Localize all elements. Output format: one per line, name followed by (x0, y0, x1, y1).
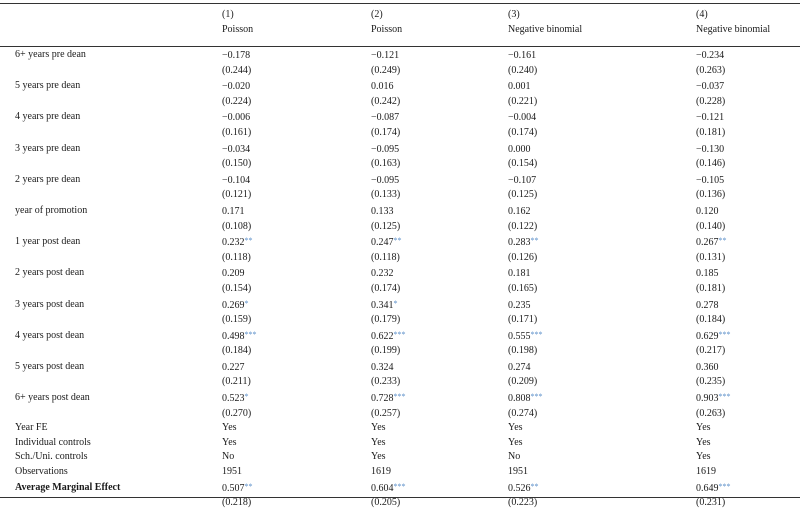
coef-value: 0.001 (508, 81, 531, 93)
std-error: (0.263) (696, 407, 726, 419)
std-error: (0.181) (696, 126, 726, 138)
std-error: (0.198) (508, 345, 538, 357)
se-row (0, 95, 800, 110)
row-label-blank (0, 220, 222, 235)
footer-value: No (508, 451, 521, 463)
coef-value: −0.178 (222, 50, 251, 61)
coef-value: −0.161 (508, 50, 537, 61)
header-spacer (0, 37, 800, 47)
col-number: (3) (508, 9, 520, 20)
significance-stars: *** (718, 329, 731, 339)
row-label: Sch./Uni. controls (15, 451, 88, 463)
coef-cell (222, 265, 371, 282)
std-error: (0.179) (371, 314, 401, 326)
coef-value: −0.105 (696, 174, 725, 186)
coef-cell (696, 172, 800, 189)
footer-value: 1951 (508, 466, 528, 478)
std-error: (0.184) (222, 345, 252, 357)
row-label-blank (0, 64, 222, 79)
coef-value: 0.181 (508, 268, 531, 280)
coef-value: 0.235 (508, 299, 531, 311)
coef-cell (371, 328, 508, 345)
row-label: 6+ years post dean (15, 392, 90, 404)
row-label: 3 years post dean (15, 298, 85, 310)
coef-cell (696, 234, 800, 251)
std-error: (0.133) (371, 189, 401, 201)
col-model: Negative binomial (696, 24, 771, 35)
std-error: (0.228) (696, 95, 726, 107)
coef-cell (508, 109, 696, 126)
footer-row (0, 436, 800, 451)
coef-value: 0.555 (508, 330, 531, 342)
header-row-models (0, 22, 800, 37)
footer-row (0, 450, 800, 465)
row-label: Observations (15, 466, 68, 478)
row-label: Year FE (15, 422, 48, 434)
row-label: year of promotion (15, 204, 88, 216)
coef-row (0, 109, 800, 126)
coef-value: −0.034 (222, 143, 251, 155)
coef-value: 0.000 (508, 143, 531, 155)
coef-cell (508, 172, 696, 189)
row-label: Average Marginal Effect (15, 481, 121, 493)
coef-cell (508, 265, 696, 282)
coef-value: 0.171 (222, 205, 245, 217)
std-error: (0.165) (508, 282, 538, 294)
coef-value: 0.133 (371, 205, 394, 217)
significance-stars: * (244, 298, 249, 308)
std-error: (0.209) (508, 376, 538, 388)
coef-value: 0.267 (696, 237, 719, 249)
std-error: (0.159) (222, 314, 252, 326)
se-row (0, 251, 800, 266)
coef-cell (696, 359, 800, 376)
footer-row (0, 421, 800, 436)
std-error: (0.126) (508, 251, 538, 263)
coef-cell (371, 78, 508, 95)
coef-cell (222, 480, 371, 497)
coef-value: 0.507 (222, 482, 245, 494)
coef-value: 0.283 (508, 237, 531, 249)
coef-cell (222, 390, 371, 407)
coef-cell (222, 203, 371, 220)
col-number: (1) (222, 9, 234, 20)
std-error: (0.231) (696, 497, 726, 509)
footer-value: Yes (222, 422, 237, 434)
coef-cell (222, 78, 371, 95)
coef-row (0, 203, 800, 220)
coef-value: 0.016 (371, 81, 394, 93)
significance-stars: *** (393, 481, 406, 491)
coef-value: 0.232 (371, 268, 394, 280)
significance-stars: ** (244, 481, 253, 491)
coef-cell (696, 141, 800, 158)
significance-stars: *** (393, 392, 406, 402)
coef-cell (508, 203, 696, 220)
std-error: (0.184) (696, 314, 726, 326)
std-error: (0.154) (222, 282, 252, 294)
coef-cell (696, 480, 800, 497)
std-error: (0.205) (371, 497, 401, 509)
coef-cell (696, 297, 800, 314)
std-error: (0.270) (222, 407, 252, 419)
row-label: 5 years post dean (15, 360, 85, 372)
coef-value: −0.004 (508, 112, 537, 124)
coef-row (0, 78, 800, 95)
coef-value: 0.728 (371, 393, 394, 405)
coef-cell (222, 234, 371, 251)
coef-value: −0.095 (371, 174, 400, 186)
row-label-blank (0, 344, 222, 359)
significance-stars: * (244, 392, 249, 402)
coef-value: −0.037 (696, 81, 725, 93)
col-model: Poisson (222, 24, 254, 35)
row-label: 3 years pre dean (15, 142, 81, 154)
row-label: 4 years post dean (15, 329, 85, 341)
footer-value: Yes (508, 422, 523, 434)
footer-value: Yes (371, 422, 386, 434)
coef-cell (696, 78, 800, 95)
se-row (0, 282, 800, 297)
std-error: (0.125) (508, 189, 538, 201)
coef-value: 0.629 (696, 330, 719, 342)
std-error: (0.217) (696, 345, 726, 357)
coef-row (0, 265, 800, 282)
row-label: 4 years pre dean (15, 111, 81, 123)
header-blank (0, 7, 222, 22)
se-row (0, 375, 800, 390)
coef-cell (222, 359, 371, 376)
se-row (0, 407, 800, 422)
row-label-blank (0, 496, 222, 511)
std-error: (0.108) (222, 220, 252, 232)
footer-value: Yes (696, 451, 711, 463)
coef-value: 0.604 (371, 482, 394, 494)
coef-value: −0.095 (371, 143, 400, 155)
significance-stars: *** (718, 392, 731, 402)
coef-row (0, 328, 800, 345)
row-label-blank (0, 407, 222, 422)
footer-value: 1619 (371, 466, 391, 478)
coef-value: 0.523 (222, 393, 245, 405)
footer-value: No (222, 451, 235, 463)
coef-value: 0.269 (222, 299, 245, 311)
row-label-blank (0, 282, 222, 297)
coef-cell (508, 480, 696, 497)
row-label-blank (0, 126, 222, 141)
footer-value: Yes (696, 422, 711, 434)
std-error: (0.257) (371, 407, 401, 419)
coef-cell (508, 234, 696, 251)
coef-value: −0.020 (222, 81, 251, 93)
significance-stars: ** (393, 236, 402, 246)
row-label: 2 years post dean (15, 267, 85, 279)
coef-value: 0.324 (371, 361, 394, 373)
std-error: (0.233) (371, 376, 401, 388)
coef-value: 0.360 (696, 361, 719, 373)
std-error: (0.154) (508, 158, 538, 170)
std-error: (0.161) (222, 126, 252, 138)
col-number: (4) (696, 9, 708, 20)
coef-cell (508, 141, 696, 158)
coef-cell (222, 328, 371, 345)
coef-row (0, 141, 800, 158)
coef-cell (371, 359, 508, 376)
row-label-blank (0, 188, 222, 203)
col-model: Poisson (371, 24, 403, 35)
footer-value: Yes (371, 436, 386, 448)
coef-row (0, 172, 800, 189)
coef-cell (222, 141, 371, 158)
coef-value: −0.087 (371, 112, 400, 124)
coef-cell (508, 390, 696, 407)
std-error: (0.240) (508, 64, 538, 76)
coef-cell (222, 47, 371, 64)
coef-cell (371, 203, 508, 220)
coef-cell (371, 109, 508, 126)
coef-cell (371, 234, 508, 251)
coef-cell (371, 265, 508, 282)
coef-cell (508, 297, 696, 314)
std-error: (0.218) (222, 497, 252, 509)
std-error: (0.211) (222, 376, 251, 388)
std-error: (0.181) (696, 282, 726, 294)
se-row (0, 64, 800, 79)
se-row (0, 157, 800, 172)
row-label: 2 years pre dean (15, 173, 81, 185)
coef-value: 0.622 (371, 330, 394, 342)
footer-value: Yes (696, 436, 711, 448)
std-error: (0.174) (371, 126, 401, 138)
significance-stars: *** (530, 392, 543, 402)
std-error: (0.118) (371, 251, 400, 263)
std-error: (0.249) (371, 64, 401, 76)
std-error: (0.150) (222, 158, 252, 170)
std-error: (0.223) (508, 497, 538, 509)
coef-value: 0.120 (696, 205, 719, 217)
coef-value: −0.104 (222, 174, 251, 186)
se-row (0, 220, 800, 235)
coef-cell (371, 47, 508, 64)
coef-value: −0.121 (696, 112, 725, 124)
coef-cell (508, 359, 696, 376)
coef-cell (696, 203, 800, 220)
coef-value: 0.232 (222, 237, 245, 249)
coef-value: 0.227 (222, 361, 245, 373)
std-error: (0.244) (222, 64, 252, 76)
std-error: (0.171) (508, 314, 538, 326)
std-error: (0.235) (696, 376, 726, 388)
coef-cell (371, 141, 508, 158)
std-error: (0.174) (508, 126, 538, 138)
row-label-blank (0, 251, 222, 266)
coef-value: 0.498 (222, 330, 245, 342)
se-row (0, 496, 800, 511)
std-error: (0.146) (696, 158, 726, 170)
significance-stars: *** (244, 329, 257, 339)
coef-cell (696, 390, 800, 407)
coef-cell (222, 172, 371, 189)
coef-value: 0.649 (696, 482, 719, 494)
footer-value: Yes (371, 451, 386, 463)
std-error: (0.274) (508, 407, 538, 419)
coef-cell (371, 480, 508, 497)
significance-stars: * (393, 298, 398, 308)
significance-stars: ** (530, 236, 539, 246)
row-label: Individual controls (15, 436, 91, 448)
row-label-blank (0, 313, 222, 328)
se-row (0, 188, 800, 203)
coef-cell (508, 328, 696, 345)
coef-value: 0.526 (508, 482, 531, 494)
coef-value: −0.130 (696, 143, 725, 155)
coef-cell (696, 265, 800, 282)
std-error: (0.221) (508, 95, 538, 107)
footer-value: Yes (508, 436, 523, 448)
std-error: (0.263) (696, 64, 726, 76)
coef-row (0, 47, 800, 64)
row-label: 5 years pre dean (15, 80, 81, 92)
std-error: (0.136) (696, 189, 726, 201)
coef-cell (696, 47, 800, 64)
col-model: Negative binomial (508, 24, 583, 35)
se-row (0, 344, 800, 359)
coef-value: 0.162 (508, 205, 531, 217)
coef-row (0, 359, 800, 376)
coef-cell (371, 297, 508, 314)
row-label-blank (0, 375, 222, 390)
std-error: (0.131) (696, 251, 726, 263)
regression-table (0, 7, 800, 511)
coef-value: 0.209 (222, 268, 245, 280)
coef-row (0, 234, 800, 251)
coef-cell (222, 109, 371, 126)
se-row (0, 126, 800, 141)
coef-cell (222, 297, 371, 314)
significance-stars: *** (530, 329, 543, 339)
footer-row (0, 465, 800, 480)
coef-value: 0.278 (696, 299, 719, 311)
row-label: 1 year post dean (15, 236, 81, 248)
row-label-blank (0, 95, 222, 110)
std-error: (0.118) (222, 251, 251, 263)
std-error: (0.199) (371, 345, 401, 357)
std-error: (0.121) (222, 189, 252, 201)
coef-cell (696, 328, 800, 345)
top-rule (0, 3, 800, 4)
coef-cell (371, 172, 508, 189)
coef-cell (696, 109, 800, 126)
std-error: (0.174) (371, 282, 401, 294)
std-error: (0.140) (696, 220, 726, 232)
std-error: (0.122) (508, 220, 538, 232)
row-label-blank (0, 157, 222, 172)
std-error: (0.242) (371, 95, 401, 107)
significance-stars: *** (718, 481, 731, 491)
significance-stars: ** (244, 236, 253, 246)
header-blank (0, 22, 222, 37)
std-error: (0.163) (371, 158, 401, 170)
coef-value: −0.234 (696, 50, 725, 61)
coef-cell (508, 47, 696, 64)
coef-value: 0.274 (508, 361, 531, 373)
coef-cell (508, 78, 696, 95)
col-number: (2) (371, 9, 383, 20)
std-error: (0.224) (222, 95, 252, 107)
coef-value: −0.107 (508, 174, 537, 186)
coef-value: 0.247 (371, 237, 394, 249)
header-row-numbers (0, 7, 800, 22)
row-label: 6+ years pre dean (15, 49, 86, 60)
coef-value: 0.341 (371, 299, 394, 311)
coef-value: 0.903 (696, 393, 719, 405)
significance-stars: ** (530, 481, 539, 491)
coef-value: −0.006 (222, 112, 251, 124)
coef-row (0, 480, 800, 497)
significance-stars: *** (393, 329, 406, 339)
footer-value: 1951 (222, 466, 242, 478)
coef-row (0, 390, 800, 407)
coef-value: 0.808 (508, 393, 531, 405)
se-row (0, 313, 800, 328)
footer-value: Yes (222, 436, 237, 448)
coef-value: 0.185 (696, 268, 719, 280)
footer-value: 1619 (696, 466, 716, 478)
significance-stars: ** (718, 236, 727, 246)
coef-cell (371, 390, 508, 407)
std-error: (0.125) (371, 220, 401, 232)
coef-value: −0.121 (371, 50, 400, 61)
coef-row (0, 297, 800, 314)
